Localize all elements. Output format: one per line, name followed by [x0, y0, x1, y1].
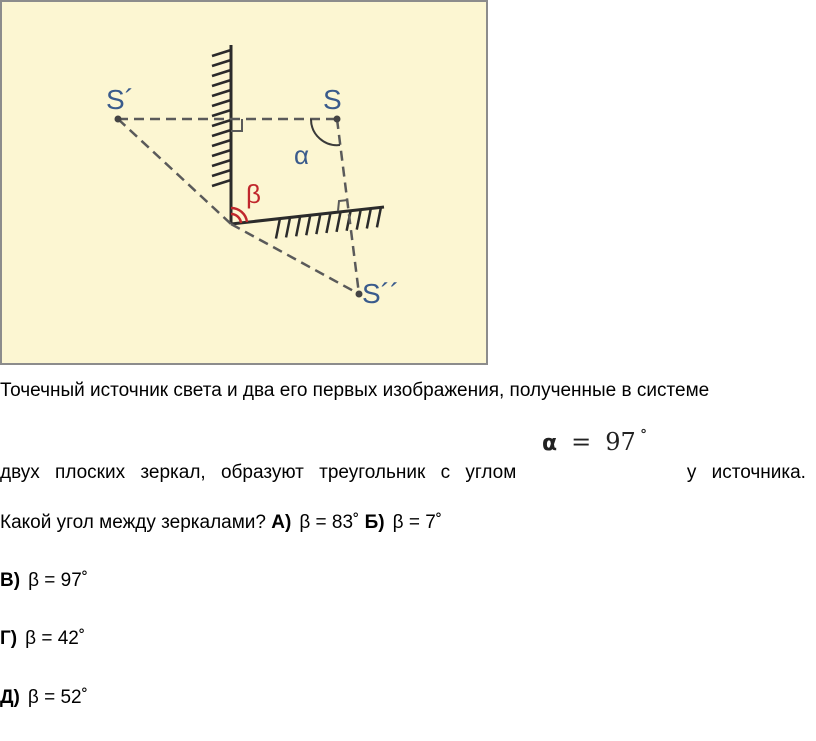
word: двух: [0, 462, 40, 483]
option-b-text: β = 7˚: [392, 512, 443, 533]
option-a-text: β = 83˚: [299, 512, 360, 533]
formula-value: 97: [605, 428, 636, 456]
option-b-letter: Б): [364, 512, 385, 533]
option-a-letter: А): [271, 512, 292, 533]
label-s-double-prime: S´´: [362, 278, 400, 309]
point-s-prime: [115, 116, 122, 123]
formula-degree: ∘: [639, 421, 648, 440]
word: с: [440, 462, 451, 483]
question-line: [0, 512, 442, 534]
word: образуют: [220, 462, 304, 483]
word: источника.: [711, 462, 806, 483]
option-g-letter: Г): [0, 628, 18, 649]
word: треугольник: [319, 462, 426, 483]
formula-symbol: α: [542, 431, 558, 456]
label-beta: β: [246, 179, 261, 209]
word: углом: [465, 462, 517, 483]
alpha-formula: [542, 421, 648, 468]
option-d-letter: Д): [0, 687, 20, 708]
mirror-diagram: [0, 0, 488, 365]
word: плоских: [55, 462, 126, 483]
option-d: [0, 687, 88, 709]
label-alpha: α: [294, 140, 310, 170]
problem-line-1: Точечный источник света и два его первых изображения, полученные в системе: [0, 380, 710, 401]
option-g-text: β = 42˚: [25, 628, 86, 649]
point-s: [334, 116, 341, 123]
word: зеркал,: [140, 462, 206, 483]
word: у: [686, 462, 697, 483]
option-v-letter: В): [0, 570, 21, 591]
formula-equals: =: [571, 428, 592, 456]
question-text: Какой угол между зеркалами?: [0, 512, 266, 533]
option-g: [0, 628, 85, 650]
option-v-text: β = 97˚: [28, 570, 89, 591]
label-s: S: [323, 84, 342, 115]
option-v: [0, 570, 88, 592]
diagram-background: [1, 1, 487, 364]
label-s-prime: S´: [106, 84, 134, 115]
problem-line-2: [0, 462, 806, 484]
option-d-text: β = 52˚: [27, 687, 88, 708]
